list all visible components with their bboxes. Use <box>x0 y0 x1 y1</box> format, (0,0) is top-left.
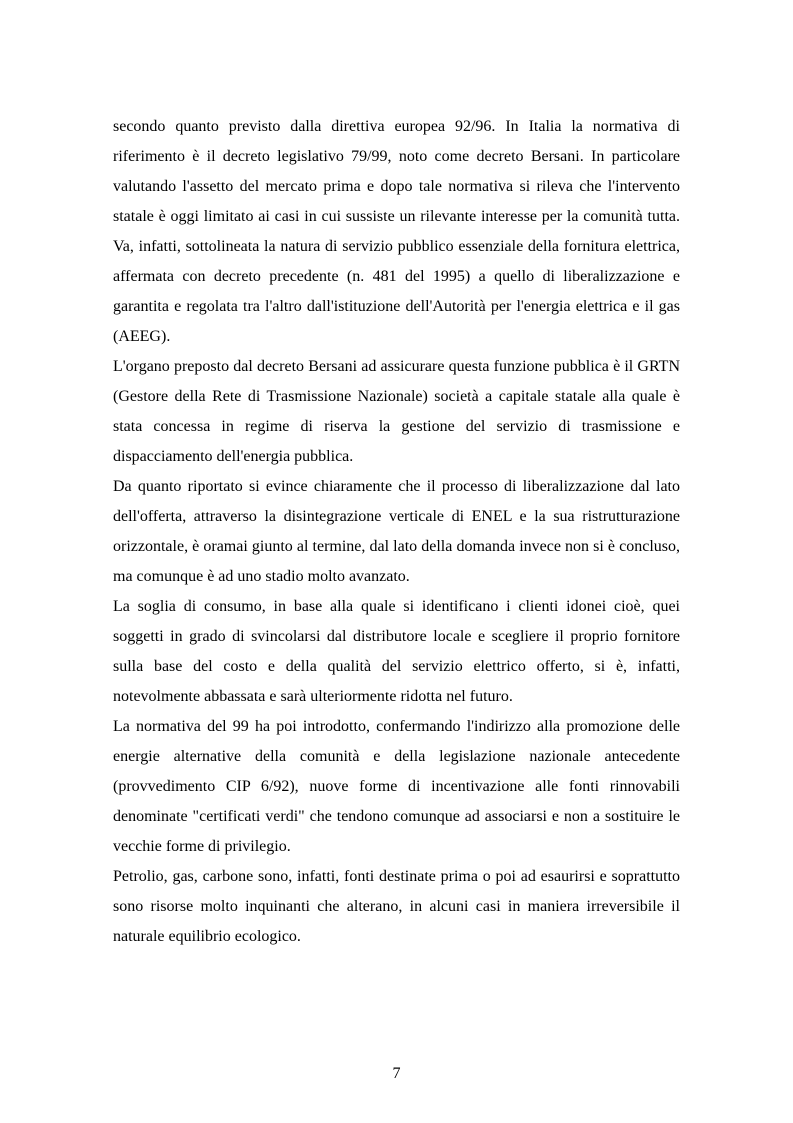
page-number: 7 <box>392 1065 401 1082</box>
paragraph-6: Petrolio, gas, carbone sono, infatti, fonti destinate prima o poi ad esaurirsi e soprattutto sono risorse molto inquinanti che alterano, in alcuni casi in maniera irreversibile il naturale equilibrio ecologico. <box>113 868 680 945</box>
paragraph-5: La normativa del 99 ha poi introdotto, confermando l'indirizzo alla promozione delle energie alternative della comunità e della legislazione nazionale antecedente (provvedimento CIP 6/92), nuove forme di incentivazione alle fonti rinnovabili denominate "certificati verdi" che tendono comunque ad associarsi e non a sostituire le vecchie forme di privilegio. <box>113 718 680 855</box>
paragraph-3: Da quanto riportato si evince chiaramente che il processo di liberalizzazione dal lato dell'offerta, attraverso la disintegrazione verticale di ENEL e la sua ristrutturazione orizzontale, è oramai giunto al termine, dal lato della domanda invece non si è concluso, ma comunque è ad uno stadio molto avanzato. <box>113 478 680 585</box>
paragraph-4: La soglia di consumo, in base alla quale si identificano i clienti idonei cioè, quei soggetti in grado di svincolarsi dal distributore locale e scegliere il proprio fornitore sulla base del costo e della qualità del servizio elettrico offerto, si è, infatti, notevolmente abbassata e sarà ulteriormente ridotta nel futuro. <box>113 598 680 705</box>
paragraph-2: L'organo preposto dal decreto Bersani ad assicurare questa funzione pubblica è il GRTN (Gestore della Rete di Trasmissione Nazionale) società a capitale statale alla quale è stata concessa in regime di riserva la gestione del servizio di trasmissione e dispacciamento dell'energia pubblica. <box>113 358 680 465</box>
body-text <box>113 112 680 952</box>
paragraph-1: secondo quanto previsto dalla direttiva europea 92/96. In Italia la normativa di riferimento è il decreto legislativo 79/99, noto come decreto Bersani. In particolare valutando l'assetto del mercato prima e dopo tale normativa si rileva che l'intervento statale è oggi limitato ai casi in cui sussiste un rilevante interesse per la comunità tutta. Va, infatti, sottolineata la natura di servizio pubblico essenziale della fornitura elettrica, affermata con decreto precedente (n. 481 del 1995) a quello di liberalizzazione e garantita e regolata tra l'altro dall'istituzione dell'Autorità per l'energia elettrica e il gas (AEEG). <box>113 118 680 345</box>
